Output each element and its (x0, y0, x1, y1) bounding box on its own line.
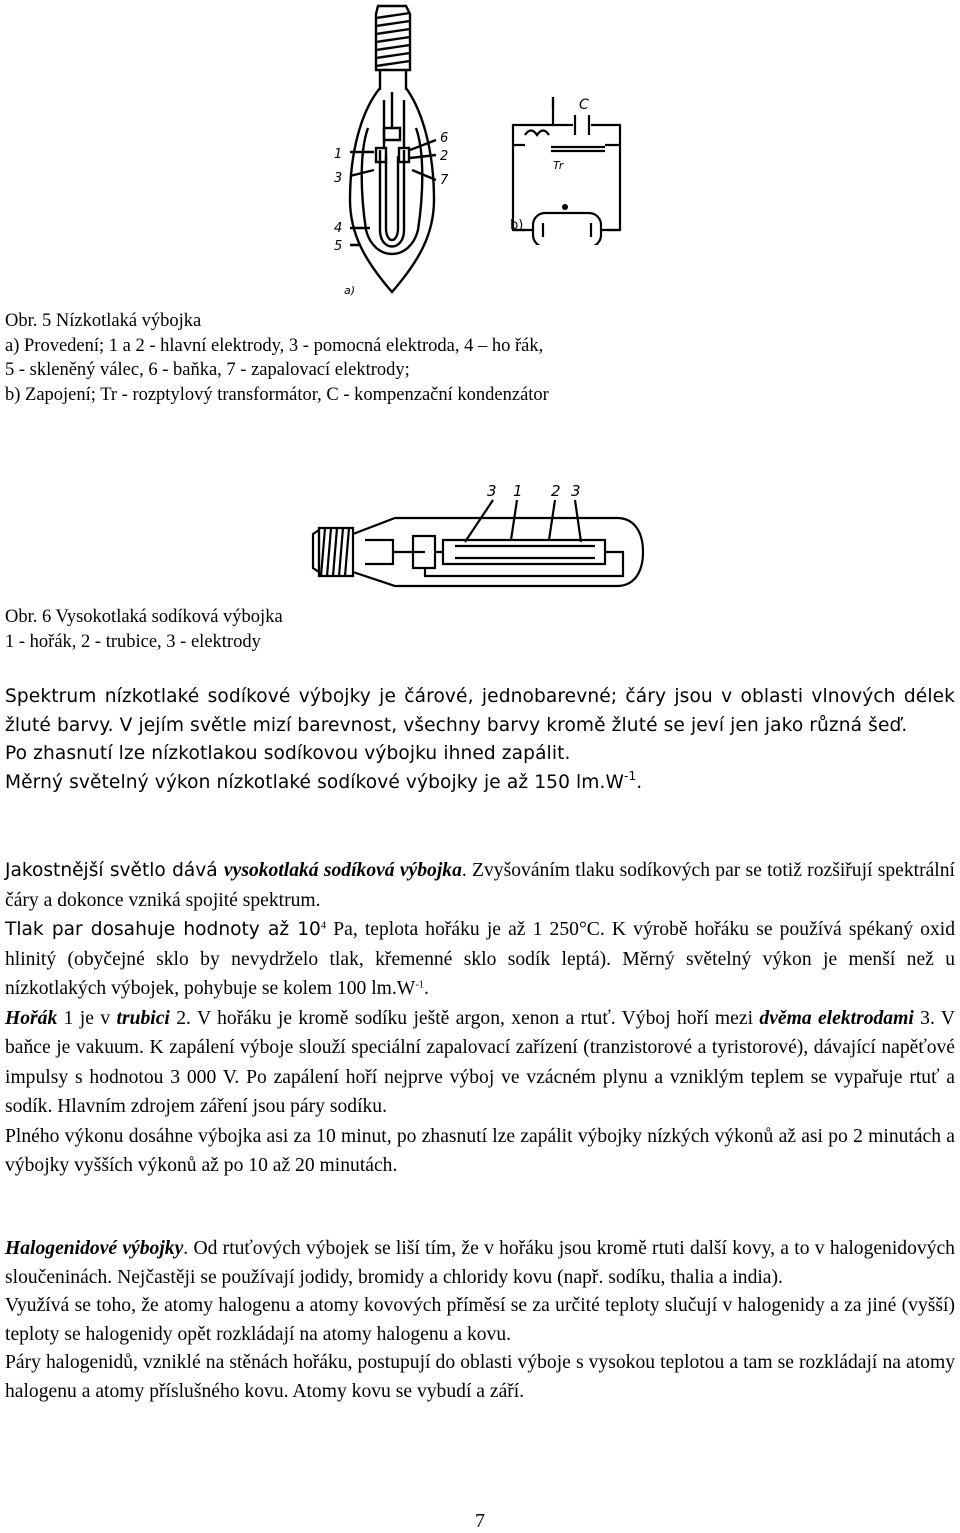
caption-line: Obr. 6 Vysokotlaká sodíková výbojka (5, 607, 283, 627)
paragraph: Jakostnější světlo dává vysokotlaká sodíková výbojka. Zvyšováním tlaku sodíkových par se totiž rozšiřují spektrální čáry a dokonce vzniká spojité spektrum. (5, 860, 955, 911)
paragraph: Hořák 1 je v trubici 2. V hořáku je kromě sodíku ještě argon, xenon a rtuť. Výboj hoří mezi dvěma elektrodami 3. V baňce je vakuum. K zapálení výboje slouží speciální zapalovací zařízení (tranzistorové a tyristorové), dávající napěťové impulsy s hodnotou 3 000 V. Po zapálení hoří nejprve výboj ve vzácném plynu a vzniklým teplem se vypařuje rtuť a sodík. Hlavním zdrojem záření jsou páry sodíku. (5, 1007, 956, 1117)
paragraph: Měrný světelný výkon nízkotlaké sodíkové výbojky je až 150 $lm.W^{-1}$. (5, 768, 643, 793)
fig5-label-7: 7 (440, 173, 449, 188)
fig5-part-a-label: a) (344, 284, 356, 297)
caption-figure-6 (5, 605, 283, 654)
page-number: 7 (475, 1510, 485, 1532)
caption-figure-5 (5, 309, 549, 407)
fig5-label-3: 3 (334, 171, 343, 186)
paragraph: Po zhasnutí lze nízkotlakou sodíkovou výbojku ihned zapálit. (5, 743, 571, 764)
fig6-label-2: 2 (551, 482, 561, 500)
fig5-label-2: 2 (440, 149, 449, 164)
fig5-part-b-label: b) (510, 218, 524, 233)
caption-line: 5 - skleněný válec, 6 - baňka, 7 - zapalovací elektrody; (5, 360, 410, 380)
caption-line: b) Zapojení; Tr - rozptylový transformátor, C - kompenzační kondenzátor (5, 384, 549, 405)
fig6-label-1: 1 (513, 482, 523, 500)
paragraph: Tlak par dosahuje hodnoty až $10^4$ Pa, teplota hořáku je až 1 250°C. K výrobě hořáku se používá spékaný oxid hlinitý (obyčejné sklo by nevydrželo tlak, křemenné sklo sodík leptá). Měrný světelný výkon je menší než u nízkotlakých výbojek, pohybuje se kolem 100 $lm.W^{-1}$. (5, 919, 955, 999)
paragraph: Využívá se toho, že atomy halogenu a atomy kovových příměsí se za určité teploty slučují v halogenidy a za jiné (vyšší) teploty se halogenidy opět rozkládají na atomy halogenu a kovu. (5, 1295, 955, 1345)
figure-6-lamp-drawing (305, 478, 650, 593)
fig5-label-6: 6 (440, 131, 449, 146)
text-block-low-pressure (5, 683, 955, 797)
fig5-label-4: 4 (334, 221, 343, 236)
caption-line: 1 - hořák, 2 - trubice, 3 - elektrody (5, 631, 261, 652)
paragraph: Páry halogenidů, vzniklé na stěnách hořáku, postupují do oblasti výboje s vysokou teplotou a tam se rozkládají na atomy halogenu a atomy příslušného kovu. Atomy kovu se vybudí a září. (5, 1352, 955, 1402)
fig6-label-3-left: 3 (487, 482, 497, 500)
text-block-high-pressure (5, 857, 955, 1182)
caption-line: Obr. 5 Nízkotlaká výbojka (5, 311, 202, 331)
caption-line: a) Provedení; 1 a 2 - hlavní elektrody, 3 - pomocná elektroda, 4 – ho řák, (5, 335, 544, 356)
paragraph: Spektrum nízkotlaké sodíkové výbojky je čárové, jednobarevné; čáry jsou v oblasti vlnových délek žluté barvy. V jejím světle mizí barevnost, všechny barvy kromě žluté se jeví jen jako různá šeď. (5, 686, 955, 736)
text-block-halide (5, 1235, 955, 1406)
fig5-label-tr: Tr (553, 159, 564, 172)
figure-5a-lamp-drawing (300, 0, 460, 300)
fig5-label-5: 5 (334, 239, 343, 254)
paragraph: Plného výkonu dosáhne výbojka asi za 10 minut, po zhasnutí lze zapálit výbojky nízkých výkonů až asi po 2 minutách a výbojky vyšších výkonů až po 10 až 20 minutách. (5, 1125, 955, 1176)
fig6-label-3-right: 3 (571, 482, 581, 500)
fig5-label-1: 1 (334, 147, 343, 162)
paragraph: Halogenidové výbojky. Od rtuťových výbojek se liší tím, že v hořáku jsou kromě rtuti další kovy, a to v halogenidových sloučeninách. Nejčastěji se používají jodidy, bromidy a chloridy kovu (např. sodíku, thalia a india). (5, 1238, 955, 1288)
fig5-label-c: C (579, 97, 589, 113)
